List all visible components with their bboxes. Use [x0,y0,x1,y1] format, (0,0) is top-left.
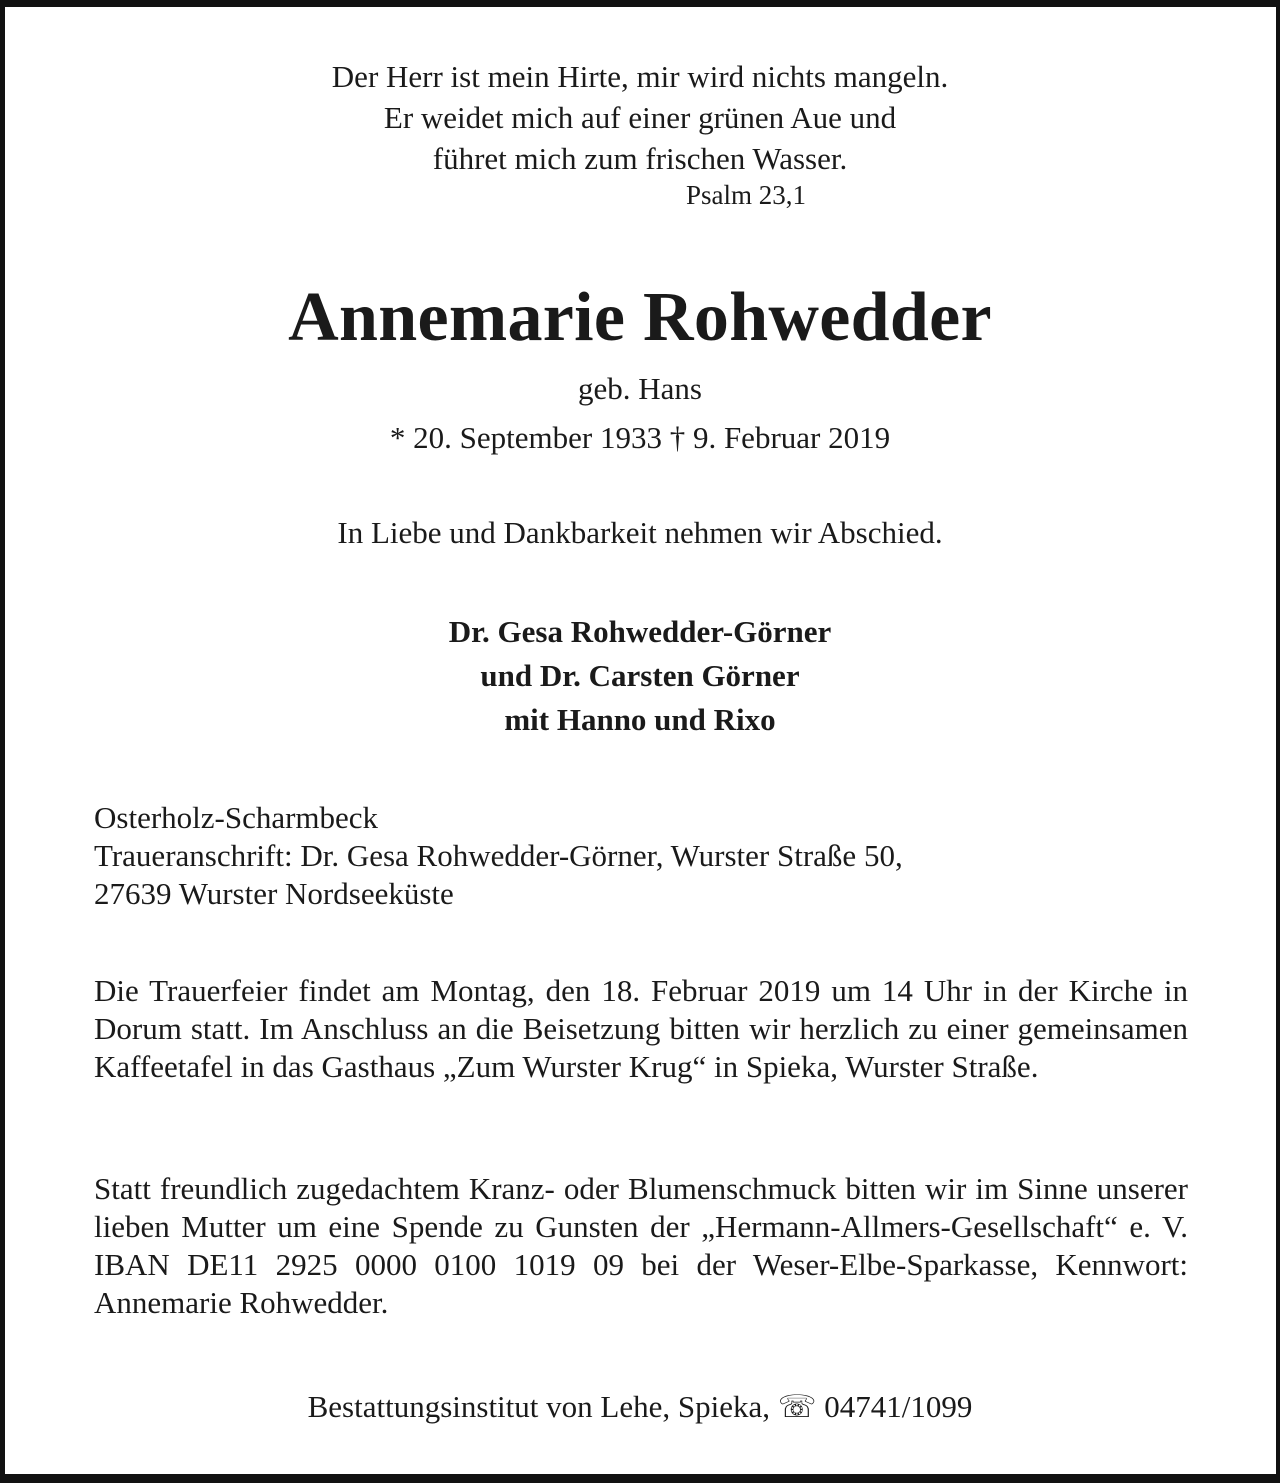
funeral-service-paragraph: Die Trauerfeier findet am Montag, den 18. Februar 2019 um 14 Uhr in der Kirche in Dorum statt. Im Anschluss an die Beisetzung bitten wir herzlich zu einer gemeinsamen Kaffeetafel in das Gasthaus „Zum Wurster Krug“ in Spieka, Wurster Straße. [94,973,1188,1084]
verse-line: führet mich zum frischen Wasser. [432,141,848,176]
deceased-name: Annemarie Rohwedder [288,279,992,356]
family-line: und Dr. Carsten Görner [480,658,800,693]
family-line: mit Hanno und Rixo [504,702,776,737]
verse-line: Er weidet mich auf einer grünen Aue und [383,100,897,135]
verse-line: Der Herr ist mein Hirte, mir wird nichts mangeln. [331,59,949,94]
donation-paragraph: Statt freundlich zugedachtem Kranz- oder Blumenschmuck bitten wir im Sinne unserer lieben Mutter um eine Spende zu Gunsten der „Hermann-Allmers-Gesellschaft“ e. V. IBAN DE11 2925 0000 0100 1019 09 bei der Weser-Elbe-Sparkasse, Kennwort: Annemarie Rohwedder. [94,1171,1188,1320]
farewell-text: In Liebe und Dankbarkeit nehmen wir Abschied. [337,515,943,550]
mourning-address [94,799,903,913]
undertaker-phone: 04741/1099 [816,1389,973,1424]
verse-source: Psalm 23,1 [686,180,807,210]
address-line: Traueranschrift: Dr. Gesa Rohwedder-Görner, Wurster Straße 50, [94,838,903,873]
maiden-name: geb. Hans [578,371,702,406]
telephone-icon: ☏ [777,1389,817,1424]
address-line: 27639 Wurster Nordseeküste [94,876,454,911]
bible-verse [0,56,1280,179]
life-dates: * 20. September 1933 † 9. Februar 2019 [389,420,891,455]
undertaker-line [0,1386,1280,1428]
mourning-family [0,610,1280,742]
family-line: Dr. Gesa Rohwedder-Görner [448,614,832,649]
address-line: Osterholz-Scharmbeck [94,800,379,835]
undertaker-name: Bestattungsinstitut von Lehe, Spieka, [307,1389,778,1424]
